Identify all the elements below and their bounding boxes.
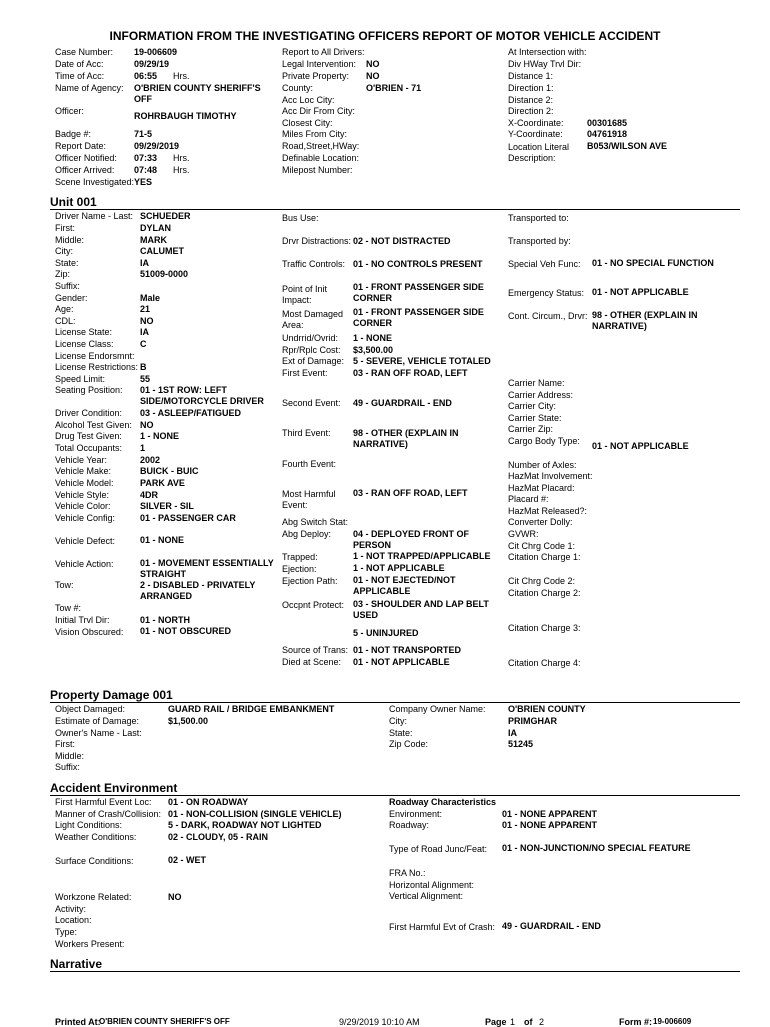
owner-suffix-label: Suffix: [55, 762, 80, 772]
form-label: Form #: [619, 1017, 653, 1027]
hazmat-released-label: HazMat Released?: [508, 506, 588, 516]
placard-num-label: Placard #: [508, 494, 549, 504]
company-city-label: City: [389, 716, 407, 726]
county-label: County: [282, 83, 314, 93]
fourth-event-label: Fourth Event: [282, 459, 337, 469]
officer-value: ROHRBAUGH TIMOTHY [134, 111, 237, 121]
definable-label: Definable Location: [282, 153, 360, 163]
vehicle-style-value: 4DR [140, 490, 159, 500]
tow-label: Tow: [55, 580, 74, 590]
traffic-value: 01 - NO CONTROLS PRESENT [353, 259, 483, 269]
license-class-value: C [140, 339, 147, 349]
cdl-label: CDL: [55, 316, 76, 326]
printed-at-label: Printed At: [55, 1017, 101, 1027]
company-city-value: PRIMGHAR [508, 716, 557, 726]
road-label: Road,Street,HWay: [282, 141, 360, 151]
form-number: 19-006609 [653, 1017, 692, 1026]
arrived-label: Officer Arrived: [55, 165, 115, 175]
notified-unit: Hrs. [173, 153, 190, 163]
abg-deploy-value: 04 - DEPLOYED FRONT OF PERSON [353, 529, 470, 550]
print-datetime: 9/29/2019 10:10 AM [339, 1017, 420, 1027]
cit-charge2-label: Citation Charge 2: [508, 588, 581, 598]
driver-state-value: IA [140, 258, 149, 268]
object-value: GUARD RAIL / BRIDGE EMBANKMENT [168, 704, 335, 714]
cit-charge3-label: Citation Charge 3: [508, 623, 581, 633]
gvwr-label: GVWR: [508, 529, 539, 539]
driver-suffix-label: Suffix: [55, 281, 80, 291]
license-state-label: License State: [55, 327, 113, 337]
div-hway-label: Div HWay Trvl Dir: [508, 59, 582, 69]
date-value: 09/29/19 [134, 59, 170, 69]
company-zip-label: Zip Code: [389, 739, 429, 749]
notified-value: 07:33 [134, 153, 158, 163]
vision-value: 01 - NOT OBSCURED [140, 626, 232, 636]
eject-path-value: 01 - NOT EJECTED/NOT APPLICABLE [353, 575, 456, 596]
ext-damage-value: 5 - SEVERE, VEHICLE TOTALED [353, 356, 491, 366]
vehicle-model-label: Vehicle Model: [55, 478, 114, 488]
seating-value: 01 - 1ST ROW: LEFT SIDE/MOTORCYCLE DRIVER [140, 385, 264, 406]
driver-cond-value: 03 - ASLEEP/FATIGUED [140, 408, 242, 418]
died-label: Died at Scene: [282, 657, 342, 667]
dir-city-label: Acc Dir From City: [282, 106, 355, 116]
legal-value: NO [366, 59, 380, 69]
driver-first-label: First: [55, 223, 75, 233]
narrative-heading: Narrative [50, 957, 103, 971]
vehicle-config-value: 01 - PASSENGER CAR [140, 513, 236, 523]
source-value: 01 - NOT TRANSPORTED [353, 645, 462, 655]
second-event-value: 49 - GUARDRAIL - END [353, 398, 452, 408]
rpr-value: $3,500.00 [353, 345, 394, 355]
report-title: INFORMATION FROM THE INVESTIGATING OFFICERS REPORT OF MOTOR VEHICLE ACCIDENT [109, 29, 661, 43]
vehicle-make-label: Vehicle Make: [55, 466, 112, 476]
protect-label: Occpnt Protect: [282, 600, 345, 610]
property-divider [50, 702, 740, 703]
cargo-value: 01 - NOT APPLICABLE [592, 441, 689, 451]
company-state-label: State: [389, 728, 413, 738]
carrier-state-label: Carrier State: [508, 413, 562, 423]
vehicle-defect-label: Vehicle Defect: [55, 536, 116, 546]
environment-divider [50, 795, 740, 796]
license-restrict-label: License Restrictions: [55, 362, 139, 372]
alcohol-label: Alcohol Test Given: [55, 420, 132, 430]
driver-first-value: DYLAN [140, 223, 171, 233]
scene-label: Scene Investigated: [55, 177, 135, 187]
unit-divider [50, 209, 740, 210]
loc-city-label: Acc Loc City: [282, 95, 335, 105]
driver-state-label: State: [55, 258, 79, 268]
carrier-name-label: Carrier Name: [508, 378, 565, 388]
transported-to-label: Transported to: [508, 213, 569, 223]
second-event-label: Second Event: [282, 398, 341, 408]
cit-code2-label: Cit Chrg Code 2: [508, 576, 576, 586]
driver-last-value: SCHUEDER [140, 211, 191, 221]
first-harmful-crash-label: First Harmful Evt of Crash: [389, 922, 496, 932]
driver-middle-label: Middle: [55, 235, 85, 245]
emergency-value: 01 - NOT APPLICABLE [592, 287, 689, 297]
report-date-label: Report Date: [55, 141, 107, 151]
private-label: Private Property: [282, 71, 350, 81]
owner-middle-label: Middle: [55, 751, 85, 761]
env-value: 01 - NONE APPARENT [502, 809, 598, 819]
first-event-label: First Event: [282, 368, 328, 378]
workers-label: Workers Present: [55, 939, 125, 949]
abg-deploy-label: Abg Deploy: [282, 529, 332, 539]
cit-code1-label: Cit Chrg Code 1: [508, 541, 576, 551]
surface-value: 02 - WET [168, 855, 207, 865]
private-value: NO [366, 71, 380, 81]
eject-path-label: Ejection Path: [282, 576, 338, 586]
ejection-value: 1 - NOT APPLICABLE [353, 563, 445, 573]
agency-label: Name of Agency: [55, 83, 124, 93]
direction1-label: Direction 1: [508, 83, 554, 93]
intersection-label: At Intersection with: [508, 47, 587, 57]
first-harmful-crash-value: 49 - GUARDRAIL - END [502, 921, 601, 931]
died-value: 01 - NOT APPLICABLE [353, 657, 450, 667]
axles-label: Number of Axles: [508, 460, 577, 470]
first-harmful-loc-label: First Harmful Event Loc: [55, 797, 152, 807]
hazmat-inv-label: HazMat Involvement: [508, 471, 593, 481]
horiz-label: Horizontal Alignment: [389, 880, 475, 890]
distance1-label: Distance 1: [508, 71, 554, 81]
circum-value: 98 - OTHER (EXPLAIN IN NARRATIVE) [592, 310, 698, 331]
impact-label: Point of Init Impact: [282, 284, 328, 305]
date-label: Date of Acc: [55, 59, 104, 69]
loc-literal-label: Location Literal [508, 142, 570, 152]
carrier-addr-label: Carrier Address: [508, 390, 574, 400]
alcohol-value: NO [140, 420, 154, 430]
estimate-label: Estimate of Damage: [55, 716, 140, 726]
page-label: Page [485, 1017, 507, 1027]
vert-label: Vertical Alignment: [389, 891, 464, 901]
injury-value: 5 - UNINJURED [353, 628, 419, 638]
carrier-zip-label: Carrier Zip: [508, 424, 554, 434]
transported-by-label: Transported by: [508, 236, 571, 246]
most-harmful-label: Most Harmful Event: [282, 489, 336, 510]
agency-value: O'BRIEN COUNTY SHERIFF'S OFF [134, 83, 261, 104]
page-total: 2 [539, 1017, 545, 1027]
driver-last-label: Driver Name - Last: [55, 211, 134, 221]
ycoord-label: Y-Coordinate: [508, 129, 563, 139]
third-event-value: 98 - OTHER (EXPLAIN IN NARRATIVE) [353, 428, 459, 449]
impact-value: 01 - FRONT PASSENGER SIDE CORNER [353, 282, 484, 303]
license-class-label: License Class: [55, 339, 114, 349]
damaged-value: 01 - FRONT PASSENGER SIDE CORNER [353, 307, 484, 328]
source-label: Source of Trans: [282, 645, 349, 655]
damaged-label: Most Damaged Area: [282, 309, 344, 330]
bus-use-label: Bus Use: [282, 213, 319, 223]
hazmat-placard-label: HazMat Placard: [508, 483, 575, 493]
company-state-value: IA [508, 728, 517, 738]
occupants-label: Total Occupants: [55, 443, 123, 453]
workzone-value: NO [168, 892, 182, 902]
environment-heading: Accident Environment [50, 781, 178, 795]
miles-label: Miles From City: [282, 129, 347, 139]
junc-value: 01 - NON-JUNCTION/NO SPECIAL FEATURE [502, 843, 691, 853]
drug-label: Drug Test Given: [55, 431, 122, 441]
undrrid-value: 1 - NONE [353, 333, 393, 343]
xcoord-label: X-Coordinate: [508, 118, 564, 128]
time-value: 06:55 [134, 71, 158, 81]
vehicle-config-label: Vehicle Config: [55, 513, 116, 523]
officer-label: Officer: [55, 106, 84, 116]
owner-first-label: First: [55, 739, 75, 749]
xcoord-value: 00301685 [587, 118, 628, 128]
light-value: 5 - DARK, ROADWAY NOT LIGHTED [168, 820, 322, 830]
occupants-value: 1 [140, 443, 146, 453]
arrived-unit: Hrs. [173, 165, 190, 175]
property-heading: Property Damage 001 [50, 688, 173, 702]
time-unit: Hrs. [173, 71, 190, 81]
carrier-city-label: Carrier City: [508, 401, 557, 411]
light-label: Light Conditions: [55, 820, 123, 830]
vehicle-year-label: Vehicle Year: [55, 455, 108, 465]
distance2-label: Distance 2: [508, 95, 554, 105]
special-label: Special Veh Func: [508, 259, 581, 269]
activity-label: Activity: [55, 904, 87, 914]
milepost-label: Milepost Number: [282, 165, 353, 175]
vehicle-action-value: 01 - MOVEMENT ESSENTIALLY STRAIGHT [140, 558, 274, 579]
printed-at-value: O'BRIEN COUNTY SHERIFF'S OFF [99, 1017, 230, 1026]
license-endorse-label: License Endorsmnt: [55, 351, 135, 361]
badge-label: Badge #: [55, 129, 92, 139]
special-value: 01 - NO SPECIAL FUNCTION [592, 258, 714, 268]
badge-value: 71-5 [134, 129, 153, 139]
most-harmful-value: 03 - RAN OFF ROAD, LEFT [353, 488, 468, 498]
trvl-dir-label: Initial Trvl Dir: [55, 615, 110, 625]
ejection-label: Ejection: [282, 564, 317, 574]
trapped-value: 1 - NOT TRAPPED/APPLICABLE [353, 551, 491, 561]
vehicle-action-label: Vehicle Action: [55, 559, 114, 569]
weather-value: 02 - CLOUDY, 05 - RAIN [168, 832, 269, 842]
roadway-label: Roadway: [389, 820, 430, 830]
vehicle-year-value: 2002 [140, 455, 161, 465]
case-number-value: 19-006609 [134, 47, 178, 57]
license-state-value: IA [140, 327, 149, 337]
object-label: Object Damaged: [55, 704, 126, 714]
gender-label: Gender: [55, 293, 88, 303]
vehicle-make-value: BUICK - BUIC [140, 466, 199, 476]
description-label: Description: [508, 153, 556, 163]
fra-label: FRA No.: [389, 868, 426, 878]
driver-zip-label: Zip: [55, 269, 71, 279]
gender-value: Male [140, 293, 161, 303]
location-label: Location: [55, 915, 92, 925]
distractions-label: Drvr Distractions: [282, 236, 352, 246]
first-harmful-loc-value: 01 - ON ROADWAY [168, 797, 249, 807]
drug-value: 1 - NONE [140, 431, 180, 441]
protect-value: 03 - SHOULDER AND LAP BELT USED [353, 599, 489, 620]
tow-num-label: Tow #: [55, 603, 82, 613]
unit-heading: Unit 001 [50, 195, 97, 209]
workzone-label: Workzone Related: [55, 892, 132, 902]
cdl-value: NO [140, 316, 154, 326]
case-number-label: Case Number: [55, 47, 114, 57]
manner-value: 01 - NON-COLLISION (SINGLE VEHICLE) [168, 809, 342, 819]
dolly-label: Converter Dolly: [508, 517, 573, 527]
scene-value: YES [134, 177, 153, 187]
surface-label: Surface Conditions: [55, 856, 134, 866]
circum-label: Cont. Circum., Drvr: [508, 311, 588, 321]
estimate-value: $1,500.00 [168, 716, 209, 726]
report-all-label: Report to All Drivers: [282, 47, 365, 57]
roadway-value: 01 - NONE APPARENT [502, 820, 598, 830]
traffic-label: Traffic Controls: [282, 259, 346, 269]
vehicle-model-value: PARK AVE [140, 478, 185, 488]
tow-value: 2 - DISABLED - PRIVATELY ARRANGED [140, 580, 256, 601]
distractions-value: 02 - NOT DISTRACTED [353, 236, 451, 246]
trapped-label: Trapped: [282, 552, 318, 562]
emergency-label: Emergency Status: [508, 288, 585, 298]
ext-damage-label: Ext of Damage: [282, 356, 345, 366]
report-date-value: 09/29/2019 [134, 141, 180, 151]
abg-switch-label: Abg Switch Stat: [282, 517, 349, 527]
weather-label: Weather Conditions: [55, 832, 137, 842]
driver-city-value: CALUMET [140, 246, 184, 256]
vision-label: Vision Obscured: [55, 627, 124, 637]
third-event-label: Third Event: [282, 428, 331, 438]
loc-literal-value: B053/WILSON AVE [587, 141, 668, 151]
owner-last-label: Owner's Name - Last: [55, 728, 142, 738]
vehicle-style-label: Vehicle Style: [55, 490, 110, 500]
manner-label: Manner of Crash/Collision: [55, 809, 162, 819]
notified-label: Officer Notified: [55, 153, 117, 163]
driver-cond-label: Driver Condition: [55, 408, 123, 418]
page-of-label: of [524, 1017, 533, 1027]
first-event-value: 03 - RAN OFF ROAD, LEFT [353, 368, 468, 378]
company-value: O'BRIEN COUNTY [508, 704, 586, 714]
direction2-label: Direction 2: [508, 106, 554, 116]
vehicle-color-label: Vehicle Color: [55, 501, 111, 511]
vehicle-color-value: SILVER - SIL [140, 501, 194, 511]
page-number: 1 [510, 1017, 516, 1027]
env-label: Environment: [389, 809, 443, 819]
trvl-dir-value: 01 - NORTH [140, 615, 191, 625]
junc-label: Type of Road Junc/Feat: [389, 844, 488, 854]
speed-label: Speed Limit: [55, 374, 106, 384]
age-value: 21 [140, 304, 151, 314]
company-zip-value: 51245 [508, 739, 534, 749]
narrative-divider [50, 971, 740, 972]
company-label: Company Owner Name: [389, 704, 486, 714]
driver-middle-value: MARK [140, 235, 167, 245]
legal-label: Legal Intervention: [282, 59, 357, 69]
rpr-label: Rpr/Rplc Cost: [282, 345, 341, 355]
age-label: Age: [55, 304, 74, 314]
time-label: Time of Acc: [55, 71, 105, 81]
cit-charge1-label: Citation Charge 1: [508, 552, 581, 562]
seating-label: Seating Position: [55, 385, 123, 395]
speed-value: 55 [140, 374, 151, 384]
type-label: Type: [55, 927, 78, 937]
ycoord-value: 04761918 [587, 129, 628, 139]
arrived-value: 07:48 [134, 165, 158, 175]
closest-city-label: Closest City: [282, 118, 333, 128]
vehicle-defect-value: 01 - NONE [140, 535, 185, 545]
cit-charge4-label: Citation Charge 4: [508, 658, 581, 668]
driver-zip-value: 51009-0000 [140, 269, 189, 279]
undrrid-label: Undrrid/Ovrid: [282, 333, 339, 343]
road-char-heading: Roadway Characteristics [389, 797, 497, 807]
driver-city-label: City: [55, 246, 73, 256]
county-value: O'BRIEN - 71 [366, 83, 422, 93]
cargo-label: Cargo Body Type: [508, 436, 580, 446]
license-restrict-value: B [140, 362, 147, 372]
